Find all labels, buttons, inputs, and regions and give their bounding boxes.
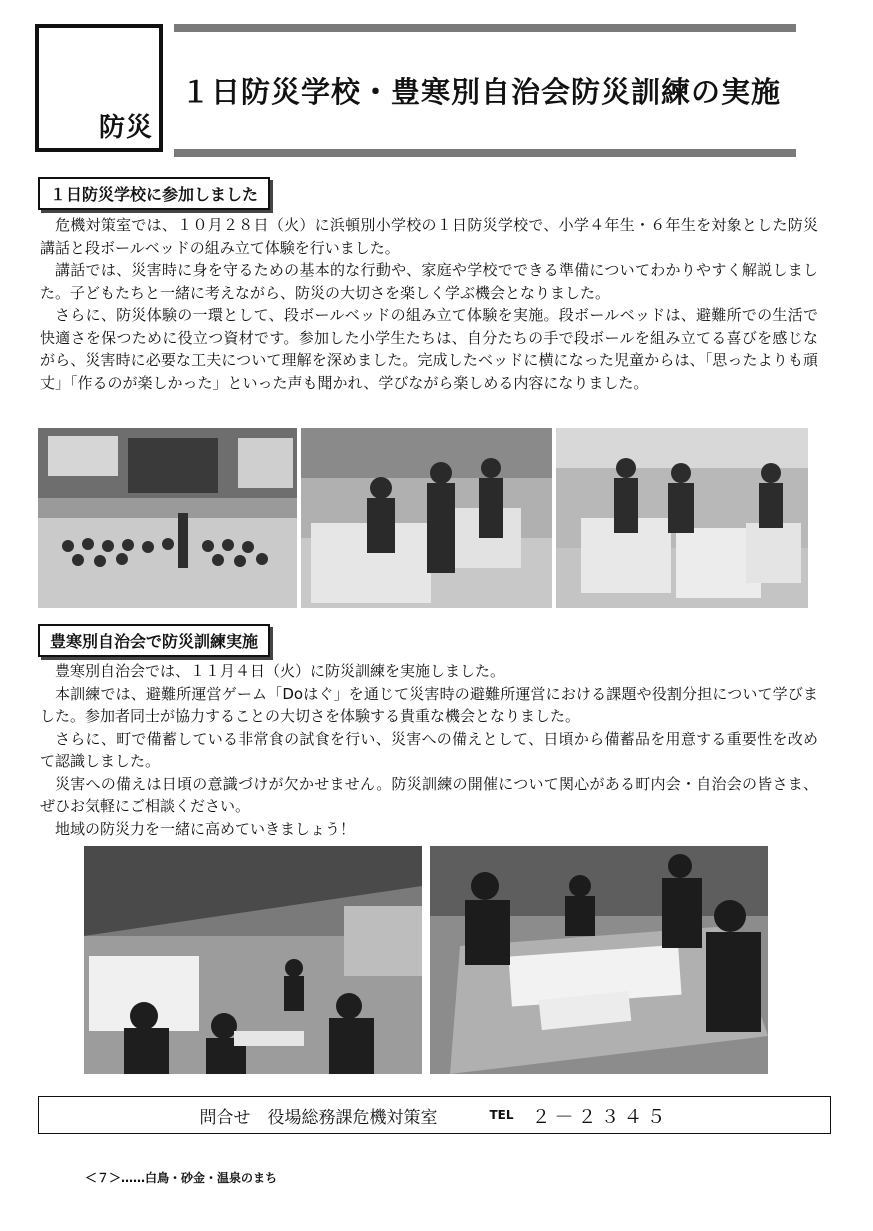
photo-cardboard-bed-1 (301, 428, 552, 608)
paragraph: 講話では、災害時に身を守るための基本的な行動や、家庭や学校でできる準備についてわかりやすく解説しました。子どもたちと一緒に考えながら、防災の大切さを楽しく学ぶ機会となりました。 (40, 261, 818, 302)
contact-label: 問合せ 役場総務課危機対策室 (199, 1107, 438, 1128)
contact-tel: ２－２３４５ (531, 1105, 670, 1128)
paragraph: 豊寒別自治会では、１１月４日（火）に防災訓練を実施しました。 (55, 662, 506, 680)
paragraph: 地域の防災力を一緒に高めていきましょう！ (55, 819, 356, 838)
header-bar-bottom (174, 149, 796, 157)
page-title: １日防災学校・豊寒別自治会防災訓練の実施 (181, 75, 782, 109)
section-body-school (40, 214, 818, 394)
photo-drill-lecture (84, 846, 422, 1074)
page-footer: ＜７＞……白鳥・砂金・温泉のまち (85, 1171, 278, 1185)
header-bar-top (174, 24, 796, 32)
paragraph: さらに、防災体験の一環として、段ボールベッドの組み立て体験を実施。段ボールベッドは、避難所での生活で快適さを保つために役立つ資材です。参加した小学生たちは、自分たちの手で段ボールを組み立てる喜びを感じながら、災害時に必要な工夫について理解を深めました。完成したベッドに横になった児童からは、「思ったよりも頑丈」「作るのが楽しかった」といった声も聞かれ、学びながら楽しめる内容になりました。 (40, 306, 818, 392)
category-box (35, 24, 163, 152)
paragraph: さらに、町で備蓄している非常食の試食を行い、災害への備えとして、日頃から備蓄品を用意する重要性を改めて認識しました。 (40, 729, 818, 770)
photo-drill-game (430, 846, 768, 1074)
paragraph: 本訓練では、避難所運営ゲーム「Doはぐ」を通じて災害時の避難所運営における課題や役割分担について学びました。参加者同士が協力することの大切さを体験する貴重な機会となりました。 (40, 684, 818, 725)
contact-box (38, 1096, 831, 1134)
photo-gym-lecture (38, 428, 297, 608)
paragraph: 災害への備えは日頃の意識づけが欠かせません。防災訓練の開催について関心がある町内会・自治会の皆さま、ぜひお気軽にご相談ください。 (40, 774, 818, 815)
section-heading-school: １日防災学校に参加しました (38, 177, 270, 210)
photo-cardboard-bed-2 (556, 428, 808, 608)
category-label: 防災 (98, 113, 153, 143)
section-heading-drill: 豊寒別自治会で防災訓練実施 (38, 624, 270, 657)
tel-label: TEL (489, 1108, 514, 1122)
paragraph: 危機対策室では、１０月２８日（火）に浜頓別小学校の１日防災学校で、小学４年生・６年生を対象とした防災講話と段ボールベッドの組み立て体験を行いました。 (40, 216, 818, 257)
section-body-drill (40, 660, 818, 840)
